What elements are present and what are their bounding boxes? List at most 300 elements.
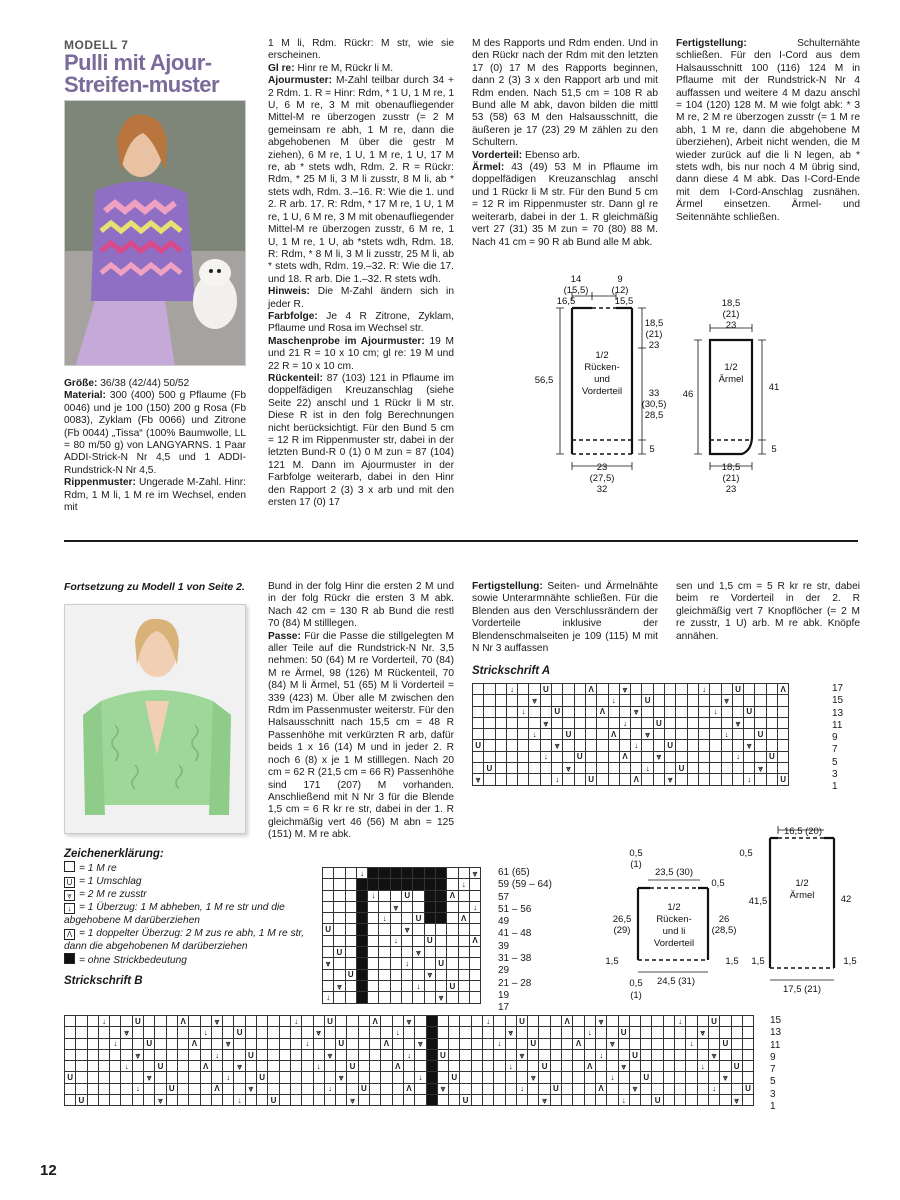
chart-cell: U	[473, 740, 484, 751]
chart-cell: Λ	[189, 1038, 200, 1049]
chart-cell	[495, 684, 506, 695]
chart-cell	[65, 1038, 76, 1049]
chart-cell: ⩔	[413, 947, 424, 958]
chart-cell	[482, 1049, 493, 1060]
svg-text:1,5: 1,5	[751, 956, 765, 967]
chart-cell	[313, 1083, 324, 1094]
chart-cell	[676, 695, 687, 706]
svg-text:(27,5): (27,5)	[589, 473, 615, 484]
chart-cell	[597, 717, 608, 728]
chart-cell	[708, 1027, 719, 1038]
chart-cell	[426, 1027, 437, 1038]
chart-cell	[675, 1083, 686, 1094]
chart-cell	[755, 695, 766, 706]
chart-cell	[426, 1038, 437, 1049]
chart-cell	[720, 1016, 731, 1027]
chart-cell	[539, 1016, 550, 1027]
chart-cell	[334, 890, 345, 901]
chart-cell: U	[336, 1038, 347, 1049]
chart-cell	[76, 1049, 87, 1060]
chart-cell: ⩔	[144, 1072, 155, 1083]
chart-cell: U	[540, 684, 551, 695]
chart-cell	[323, 980, 334, 991]
chart-cell	[642, 774, 653, 785]
chart-cell	[495, 774, 506, 785]
chart-cell	[731, 1049, 742, 1060]
chart-cell	[200, 1038, 211, 1049]
chart-cell	[324, 1095, 335, 1106]
chart-cell	[121, 1083, 132, 1094]
chart-cell	[585, 763, 596, 774]
chart-cell	[279, 1083, 290, 1094]
chart-cell	[778, 751, 789, 762]
chart-cell	[268, 1072, 279, 1083]
chart-cell: ⩔	[390, 901, 401, 912]
chart-cell	[110, 1061, 121, 1072]
chart-cell	[539, 1038, 550, 1049]
model-photo-sweater	[64, 100, 246, 366]
chart-cell	[302, 1083, 313, 1094]
chart-cell	[482, 1095, 493, 1106]
chart-cell	[177, 1072, 188, 1083]
chart-cell	[460, 1038, 471, 1049]
chart-cell	[597, 774, 608, 785]
svg-text:9: 9	[617, 274, 623, 285]
chart-cell	[121, 1016, 132, 1027]
legend	[64, 848, 314, 988]
chart-cell	[460, 1016, 471, 1027]
continuation-heading: Fortsetzung zu Modell 1 von Seite 2.	[64, 581, 245, 593]
chart-cell	[631, 751, 642, 762]
chart-cell	[245, 1095, 256, 1106]
chart-cell	[697, 1072, 708, 1083]
chart-cell	[379, 935, 390, 946]
chart-cell	[629, 1016, 640, 1027]
chart-cell	[390, 958, 401, 969]
chart-row	[65, 1061, 754, 1072]
chart-cell	[473, 706, 484, 717]
svg-text:5: 5	[771, 444, 777, 455]
chart-cell	[653, 774, 664, 785]
chart-cell	[529, 740, 540, 751]
chart-cell	[562, 1083, 573, 1094]
chart-cell	[619, 774, 630, 785]
chart-cell	[426, 1016, 437, 1027]
chart-cell: ↓	[403, 1049, 414, 1060]
continuation-column-3: Fertigstellung: Seiten- und Ärmelnähte sowie Unterarmnähte schließen. Für die Blenden aus den Verschlussrändern der Vorderteile inklusive der Blendenschmalseiten je 109 (115) M mit N Nr 3 auffassen Strickschrift A	[472, 581, 658, 678]
chart-cell	[76, 1072, 87, 1083]
chart-cell	[629, 1095, 640, 1106]
chart-cell	[189, 1049, 200, 1060]
chart-cell	[334, 868, 345, 879]
chart-cell	[642, 751, 653, 762]
chart-cell	[268, 1061, 279, 1072]
chart-cell	[675, 1061, 686, 1072]
chart-cell	[368, 935, 379, 946]
chart-cell: ↓	[482, 1016, 493, 1027]
chart-cell: U	[552, 706, 563, 717]
chart-cell	[200, 1016, 211, 1027]
svg-text:(21): (21)	[645, 329, 663, 340]
chart-cell	[356, 969, 367, 980]
chart-cell	[608, 751, 619, 762]
chart-cell	[471, 1072, 482, 1083]
chart-cell	[336, 1027, 347, 1038]
chart-cell	[608, 684, 619, 695]
chart-cell	[506, 695, 517, 706]
chart-cell	[597, 751, 608, 762]
chart-cell	[460, 1027, 471, 1038]
chart-b-title: Strickschrift B	[64, 975, 143, 987]
svg-text:28,5: 28,5	[644, 410, 664, 421]
chart-cell	[631, 717, 642, 728]
chart-cell: ⩔	[234, 1061, 245, 1072]
chart-cell	[302, 1016, 313, 1027]
chart-cell	[482, 1027, 493, 1038]
row-number: 17	[498, 1002, 510, 1014]
k2tog-symbol-icon: ⩔	[64, 890, 75, 901]
chart-cell	[710, 729, 721, 740]
chart-cell	[279, 1095, 290, 1106]
chart-cell	[211, 1095, 222, 1106]
chart-cell	[708, 1072, 719, 1083]
chart-cell	[469, 958, 480, 969]
row-number: 49	[498, 916, 510, 928]
chart-cell: U	[257, 1072, 268, 1083]
chart-cell: ⩔	[528, 1072, 539, 1083]
chart-cell	[552, 729, 563, 740]
chart-cell	[607, 1095, 618, 1106]
chart-cell	[279, 1072, 290, 1083]
row-number: 11	[832, 719, 843, 731]
chart-cell	[345, 879, 356, 890]
chart-cell	[268, 1038, 279, 1049]
chart-cell	[469, 913, 480, 924]
chart-cell: ↓	[710, 706, 721, 717]
chart-row	[473, 717, 789, 728]
chart-cell: U	[742, 1083, 753, 1094]
chart-cell	[200, 1072, 211, 1083]
chart-cell	[506, 706, 517, 717]
chart-cell	[166, 1027, 177, 1038]
chart-cell	[676, 706, 687, 717]
chart-cell	[245, 1061, 256, 1072]
chart-cell: Λ	[597, 706, 608, 717]
chart-cell	[675, 1049, 686, 1060]
chart-cell	[563, 717, 574, 728]
chart-cell	[368, 958, 379, 969]
chart-cell	[584, 1083, 595, 1094]
svg-text:46: 46	[682, 389, 694, 400]
row-number: 19	[498, 989, 510, 1001]
svg-text:23,5 (30): 23,5 (30)	[654, 867, 694, 878]
chart-cell	[392, 1049, 403, 1060]
chart-cell	[608, 763, 619, 774]
chart-cell	[663, 1083, 674, 1094]
chart-cell	[370, 1083, 381, 1094]
chart-cell	[313, 1049, 324, 1060]
chart-cell	[413, 935, 424, 946]
svg-text:0,5: 0,5	[711, 878, 725, 889]
chart-cell	[435, 890, 446, 901]
chart-cell	[562, 1049, 573, 1060]
chart-cell: U	[324, 1016, 335, 1027]
chart-cell: ↓	[608, 695, 619, 706]
svg-text:(30,5): (30,5)	[641, 399, 667, 410]
chart-cell	[447, 924, 458, 935]
svg-text:42: 42	[840, 894, 852, 905]
chart-cell	[469, 969, 480, 980]
chart-cell	[302, 1095, 313, 1106]
chart-cell	[356, 879, 367, 890]
chart-cell	[121, 1049, 132, 1060]
chart-cell	[585, 695, 596, 706]
chart-cell	[334, 992, 345, 1003]
chart-cell: ↓	[132, 1083, 143, 1094]
chart-cell	[608, 717, 619, 728]
chart-cell	[347, 1027, 358, 1038]
chart-cell: U	[402, 890, 413, 901]
row-number: 13	[832, 707, 844, 719]
chart-cell	[313, 1072, 324, 1083]
chart-cell	[424, 890, 435, 901]
chart-cell	[268, 1027, 279, 1038]
chart-cell	[608, 740, 619, 751]
svg-text:5: 5	[649, 444, 655, 455]
chart-cell	[469, 992, 480, 1003]
chart-cell	[552, 717, 563, 728]
chart-cell	[675, 1027, 686, 1038]
chart-cell	[471, 1049, 482, 1060]
model-label: MODELL 7	[64, 38, 129, 52]
chart-cell	[744, 717, 755, 728]
svg-text:18,5: 18,5	[721, 462, 741, 473]
chart-cell: U	[245, 1049, 256, 1060]
chart-cell	[392, 1072, 403, 1083]
chart-cell	[755, 684, 766, 695]
chart-cell	[245, 1027, 256, 1038]
chart-cell: ↓	[211, 1049, 222, 1060]
chart-cell	[506, 717, 517, 728]
chart-cell	[426, 1049, 437, 1060]
chart-cell	[573, 1095, 584, 1106]
chart-cell	[458, 901, 469, 912]
chart-cell	[449, 1016, 460, 1027]
chart-cell	[390, 868, 401, 879]
chart-cell: ↓	[584, 1027, 595, 1038]
chart-cell	[494, 1061, 505, 1072]
chart-cell	[424, 947, 435, 958]
chart-cell	[744, 751, 755, 762]
chart-cell	[392, 1016, 403, 1027]
chart-cell	[155, 1027, 166, 1038]
chart-cell	[87, 1061, 98, 1072]
chart-cell	[505, 1038, 516, 1049]
chart-cell	[87, 1072, 98, 1083]
chart-cell	[506, 774, 517, 785]
chart-cell	[177, 1027, 188, 1038]
chart-cell	[505, 1016, 516, 1027]
chart-cell	[469, 879, 480, 890]
svg-text:23: 23	[596, 462, 608, 473]
chart-cell	[65, 1049, 76, 1060]
chart-row	[65, 1072, 754, 1083]
legend-item-no-stitch: = ohne Strickbedeutung	[64, 953, 314, 967]
chart-cell	[279, 1061, 290, 1072]
chart-cell	[710, 751, 721, 762]
chart-cell: U	[413, 913, 424, 924]
chart-cell	[98, 1083, 109, 1094]
chart-cell	[778, 717, 789, 728]
chart-cell	[469, 947, 480, 958]
chart-cell: Λ	[381, 1038, 392, 1049]
chart-cell	[458, 868, 469, 879]
chart-cell: U	[720, 1038, 731, 1049]
chart-cell	[323, 879, 334, 890]
chart-cell	[121, 1095, 132, 1106]
chart-cell	[755, 774, 766, 785]
chart-cell	[110, 1049, 121, 1060]
chart-cell	[494, 1095, 505, 1106]
chart-cell	[540, 706, 551, 717]
chart-cell	[484, 695, 495, 706]
chart-cell: U	[155, 1061, 166, 1072]
chart-cell	[676, 740, 687, 751]
row-number: 11	[770, 1039, 781, 1051]
chart-row	[323, 980, 481, 991]
chart-row	[65, 1038, 754, 1049]
chart-cell: Λ	[177, 1016, 188, 1027]
chart-cell	[698, 695, 709, 706]
chart-cell	[744, 763, 755, 774]
chart-cell	[447, 992, 458, 1003]
svg-text:0,5: 0,5	[629, 978, 643, 989]
chart-cell	[597, 763, 608, 774]
chart-cell	[665, 706, 676, 717]
chart-cell	[368, 924, 379, 935]
chart-cell: ↓	[390, 935, 401, 946]
chart-cell	[595, 1061, 606, 1072]
chart-cell: U	[144, 1038, 155, 1049]
chart-cell	[574, 684, 585, 695]
chart-cell: ⩔	[415, 1038, 426, 1049]
chart-cell	[665, 763, 676, 774]
chart-cell	[347, 1049, 358, 1060]
chart-cell	[710, 763, 721, 774]
chart-cell	[345, 958, 356, 969]
chart-cell	[76, 1061, 87, 1072]
chart-cell	[584, 1016, 595, 1027]
chart-cell	[687, 763, 698, 774]
chart-cell	[585, 751, 596, 762]
chart-cell	[563, 695, 574, 706]
chart-cell	[607, 1083, 618, 1094]
chart-cell	[473, 729, 484, 740]
legend-item-k2tog: ⩔ = 2 M re zusstr	[64, 888, 314, 901]
chart-cell	[574, 740, 585, 751]
chart-cell: ⩔	[313, 1027, 324, 1038]
chart-cell	[495, 706, 506, 717]
chart-cell	[368, 992, 379, 1003]
chart-cell	[402, 901, 413, 912]
chart-cell	[424, 868, 435, 879]
chart-row	[65, 1016, 754, 1027]
chart-cell	[449, 1049, 460, 1060]
svg-text:1,5: 1,5	[843, 956, 857, 967]
chart-cell	[132, 1061, 143, 1072]
chart-row	[473, 684, 789, 695]
chart-cell	[435, 980, 446, 991]
chart-cell	[347, 1038, 358, 1049]
page-title: Pulli mit Ajour-Streifen-muster	[64, 50, 220, 97]
chart-row	[473, 751, 789, 762]
chart-cell	[540, 763, 551, 774]
chart-cell	[778, 740, 789, 751]
svg-text:0,5: 0,5	[739, 848, 753, 859]
chart-cell	[87, 1095, 98, 1106]
chart-cell	[550, 1061, 561, 1072]
chart-cell: ↓	[642, 763, 653, 774]
chart-cell	[324, 1038, 335, 1049]
chart-cell	[413, 868, 424, 879]
chart-cell	[447, 969, 458, 980]
chart-cell	[392, 1083, 403, 1094]
chart-cell	[356, 924, 367, 935]
chart-cell	[484, 684, 495, 695]
chart-cell: Λ	[458, 913, 469, 924]
chart-cell: ↓	[744, 774, 755, 785]
continuation-column-4: sen und 1,5 cm = 5 R kr re str, dabei beim re Vorderteil in der 2. R gleichmäßig vert 7 Knopflöcher (= 2 M re zusstr, 1 U) arb. M re abk. Knöpfe annähen.	[676, 581, 860, 642]
chart-cell	[471, 1095, 482, 1106]
chart-cell	[437, 1095, 448, 1106]
chart-cell	[323, 868, 334, 879]
chart-cell	[597, 695, 608, 706]
svg-text:1,5: 1,5	[725, 956, 739, 967]
chart-cell	[652, 1038, 663, 1049]
chart-cell	[426, 1072, 437, 1083]
chart-cell	[379, 958, 390, 969]
chart-cell: U	[642, 695, 653, 706]
chart-cell	[552, 751, 563, 762]
chart-cell: Λ	[619, 751, 630, 762]
chart-cell: U	[447, 980, 458, 991]
chart-cell: ⩔	[720, 1072, 731, 1083]
chart-cell	[336, 1061, 347, 1072]
chart-cell	[358, 1038, 369, 1049]
chart-row	[323, 935, 481, 946]
chart-cell	[574, 763, 585, 774]
chart-cell	[484, 751, 495, 762]
chart-cell	[76, 1016, 87, 1027]
chart-cell	[619, 729, 630, 740]
chart-cell	[629, 1061, 640, 1072]
chart-cell	[482, 1072, 493, 1083]
chart-cell	[528, 1061, 539, 1072]
chart-cell	[562, 1072, 573, 1083]
chart-cell	[370, 1061, 381, 1072]
chart-cell: ↓	[290, 1016, 301, 1027]
chart-cell	[245, 1038, 256, 1049]
chart-cell	[584, 1095, 595, 1106]
chart-cell	[518, 740, 529, 751]
chart-cell	[573, 1072, 584, 1083]
chart-cell	[290, 1083, 301, 1094]
chart-cell	[494, 1072, 505, 1083]
chart-cell	[584, 1038, 595, 1049]
chart-cell	[368, 879, 379, 890]
chart-cell	[471, 1061, 482, 1072]
chart-cell	[631, 684, 642, 695]
